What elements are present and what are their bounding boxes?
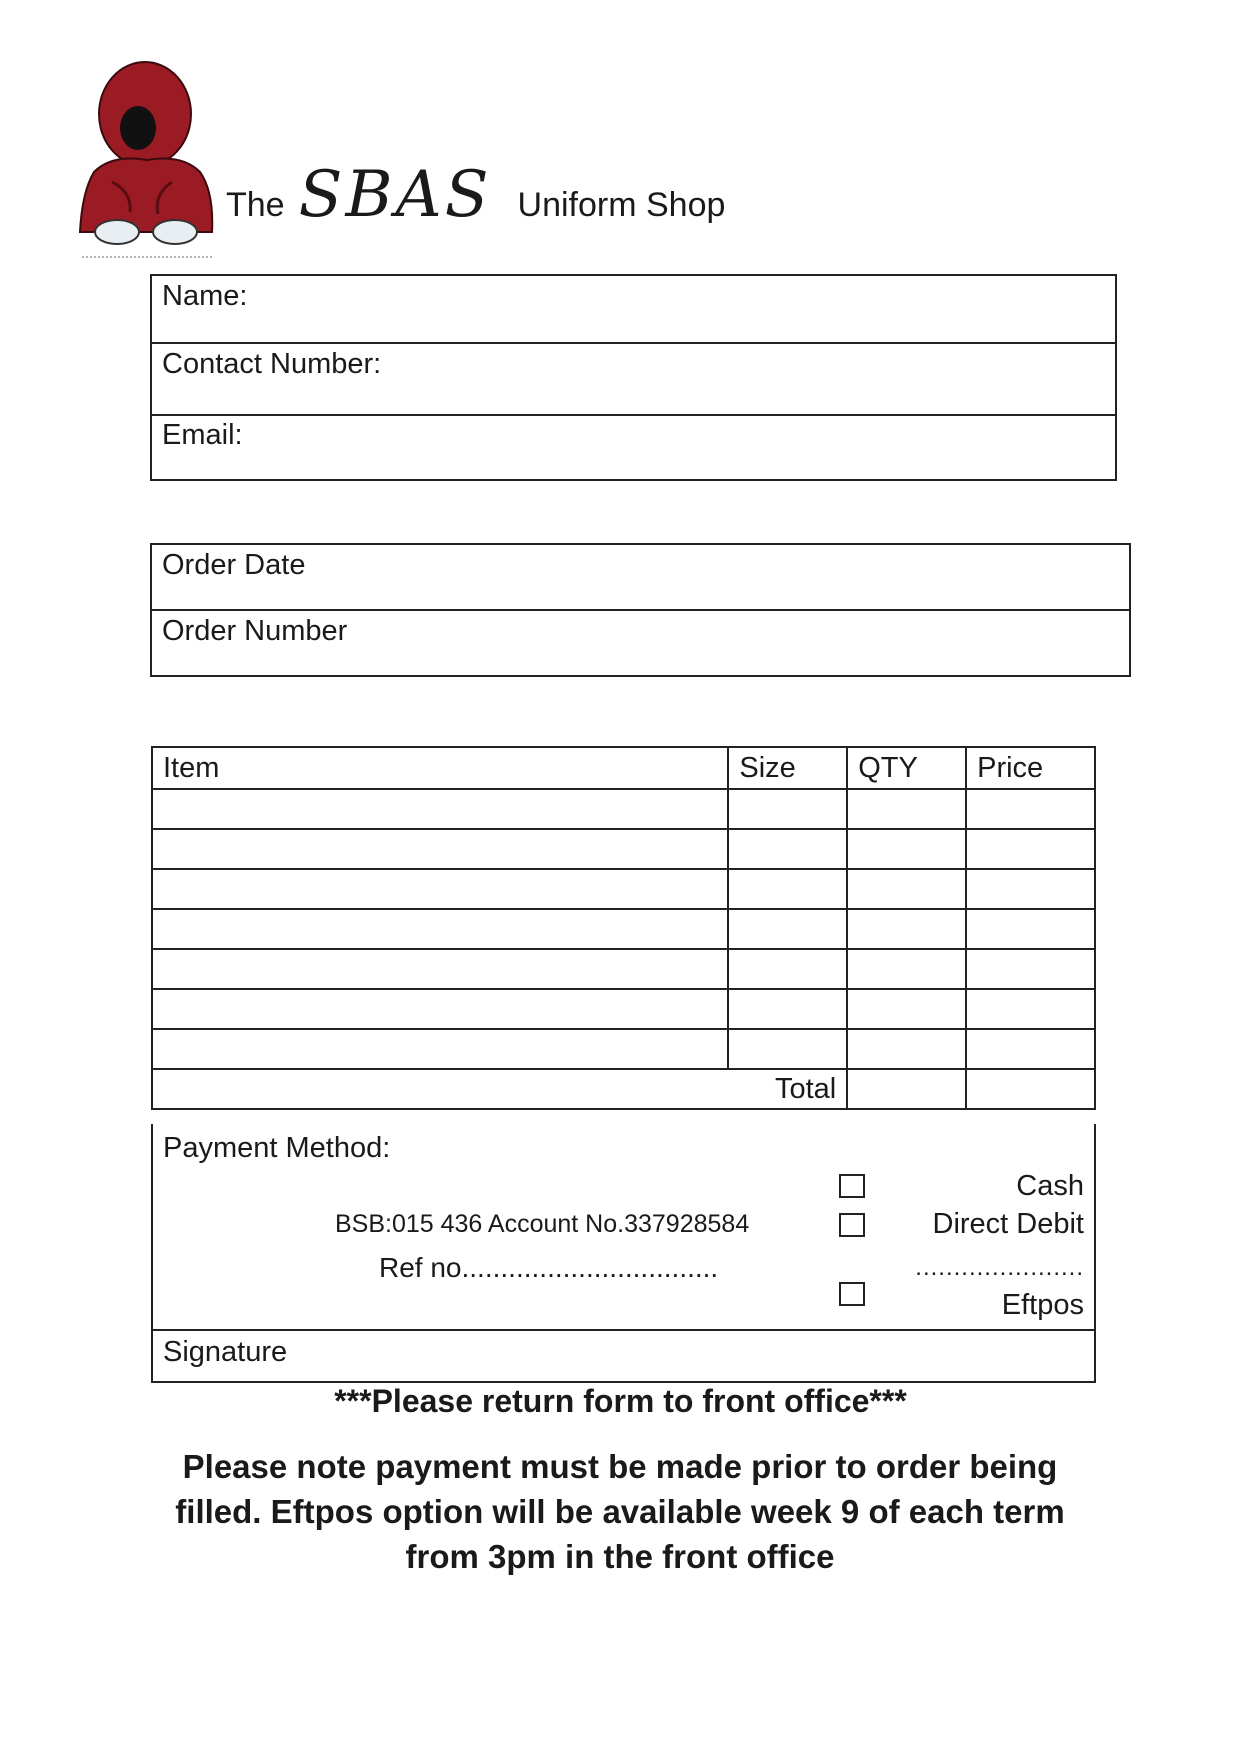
cash-option-label: Cash: [1016, 1170, 1084, 1202]
title-sbas: SBAS: [298, 158, 492, 232]
direct-debit-checkbox[interactable]: [839, 1213, 865, 1237]
table-row: [152, 829, 1095, 869]
order-number-label: Order Number: [162, 615, 348, 647]
header-size: Size: [728, 747, 847, 789]
qty-cell[interactable]: [847, 949, 966, 989]
size-cell[interactable]: [728, 909, 847, 949]
size-cell[interactable]: [728, 989, 847, 1029]
contact-details-box: [150, 274, 1117, 481]
price-cell[interactable]: [966, 909, 1095, 949]
price-cell[interactable]: [966, 949, 1095, 989]
email-label: Email:: [162, 419, 243, 451]
total-price-cell[interactable]: [966, 1069, 1095, 1109]
payment-section: [151, 1124, 1096, 1383]
table-row: [152, 989, 1095, 1029]
signature-label: Signature: [163, 1336, 288, 1368]
size-cell[interactable]: [728, 789, 847, 829]
title-the: The: [226, 186, 285, 224]
payment-method-label: Payment Method:: [163, 1132, 391, 1164]
qty-cell[interactable]: [847, 789, 966, 829]
direct-debit-option-label: Direct Debit: [932, 1208, 1084, 1240]
item-cell[interactable]: [152, 829, 728, 869]
divider: [152, 342, 1115, 344]
qty-cell[interactable]: [847, 989, 966, 1029]
divider: [152, 414, 1115, 416]
order-date-label: Order Date: [162, 549, 306, 581]
eftpos-checkbox[interactable]: [839, 1282, 865, 1306]
table-row: [152, 909, 1095, 949]
item-cell[interactable]: [152, 789, 728, 829]
eftpos-option-label: Eftpos: [1001, 1289, 1084, 1321]
name-label: Name:: [162, 280, 248, 312]
size-cell[interactable]: [728, 1029, 847, 1069]
price-cell[interactable]: [966, 829, 1095, 869]
hooded-figure-logo: [72, 42, 222, 262]
price-cell[interactable]: [966, 789, 1095, 829]
table-row: [152, 949, 1095, 989]
return-form-note: ***Please return form to front office***: [334, 1383, 907, 1419]
contact-number-label: Contact Number:: [162, 348, 382, 380]
direct-debit-dots: ......................: [915, 1254, 1084, 1281]
item-cell[interactable]: [152, 1029, 728, 1069]
divider: [153, 1329, 1094, 1331]
item-cell[interactable]: [152, 949, 728, 989]
item-cell[interactable]: [152, 869, 728, 909]
header-item: Item: [152, 747, 728, 789]
header-qty: QTY: [847, 747, 966, 789]
shop-title: [226, 158, 725, 232]
price-cell[interactable]: [966, 989, 1095, 1029]
item-cell[interactable]: [152, 989, 728, 1029]
qty-cell[interactable]: [847, 1029, 966, 1069]
bank-details: BSB:015 436 Account No.337928584: [335, 1210, 750, 1238]
order-info-box: [150, 543, 1131, 677]
divider: [152, 609, 1129, 611]
table-row: [152, 1029, 1095, 1069]
title-uniform-shop: Uniform Shop: [517, 186, 726, 224]
size-cell[interactable]: [728, 829, 847, 869]
table-row: [152, 869, 1095, 909]
table-header-row: [152, 747, 1095, 789]
cash-checkbox[interactable]: [839, 1174, 865, 1198]
order-items-table: [151, 746, 1096, 1110]
size-cell[interactable]: [728, 869, 847, 909]
qty-cell[interactable]: [847, 829, 966, 869]
price-cell[interactable]: [966, 1029, 1095, 1069]
size-cell[interactable]: [728, 949, 847, 989]
qty-cell[interactable]: [847, 869, 966, 909]
total-label: Total: [152, 1069, 847, 1109]
payment-note: Please note payment must be made prior to order being filled. Eftpos option will be available week 9 of each term from 3pm in the front office: [175, 1448, 1065, 1575]
header-price: Price: [966, 747, 1095, 789]
total-qty-cell[interactable]: [847, 1069, 966, 1109]
reference-field: Ref no.................................: [379, 1252, 719, 1283]
qty-cell[interactable]: [847, 909, 966, 949]
total-row: [152, 1069, 1095, 1109]
price-cell[interactable]: [966, 869, 1095, 909]
item-cell[interactable]: [152, 909, 728, 949]
table-row: [152, 789, 1095, 829]
